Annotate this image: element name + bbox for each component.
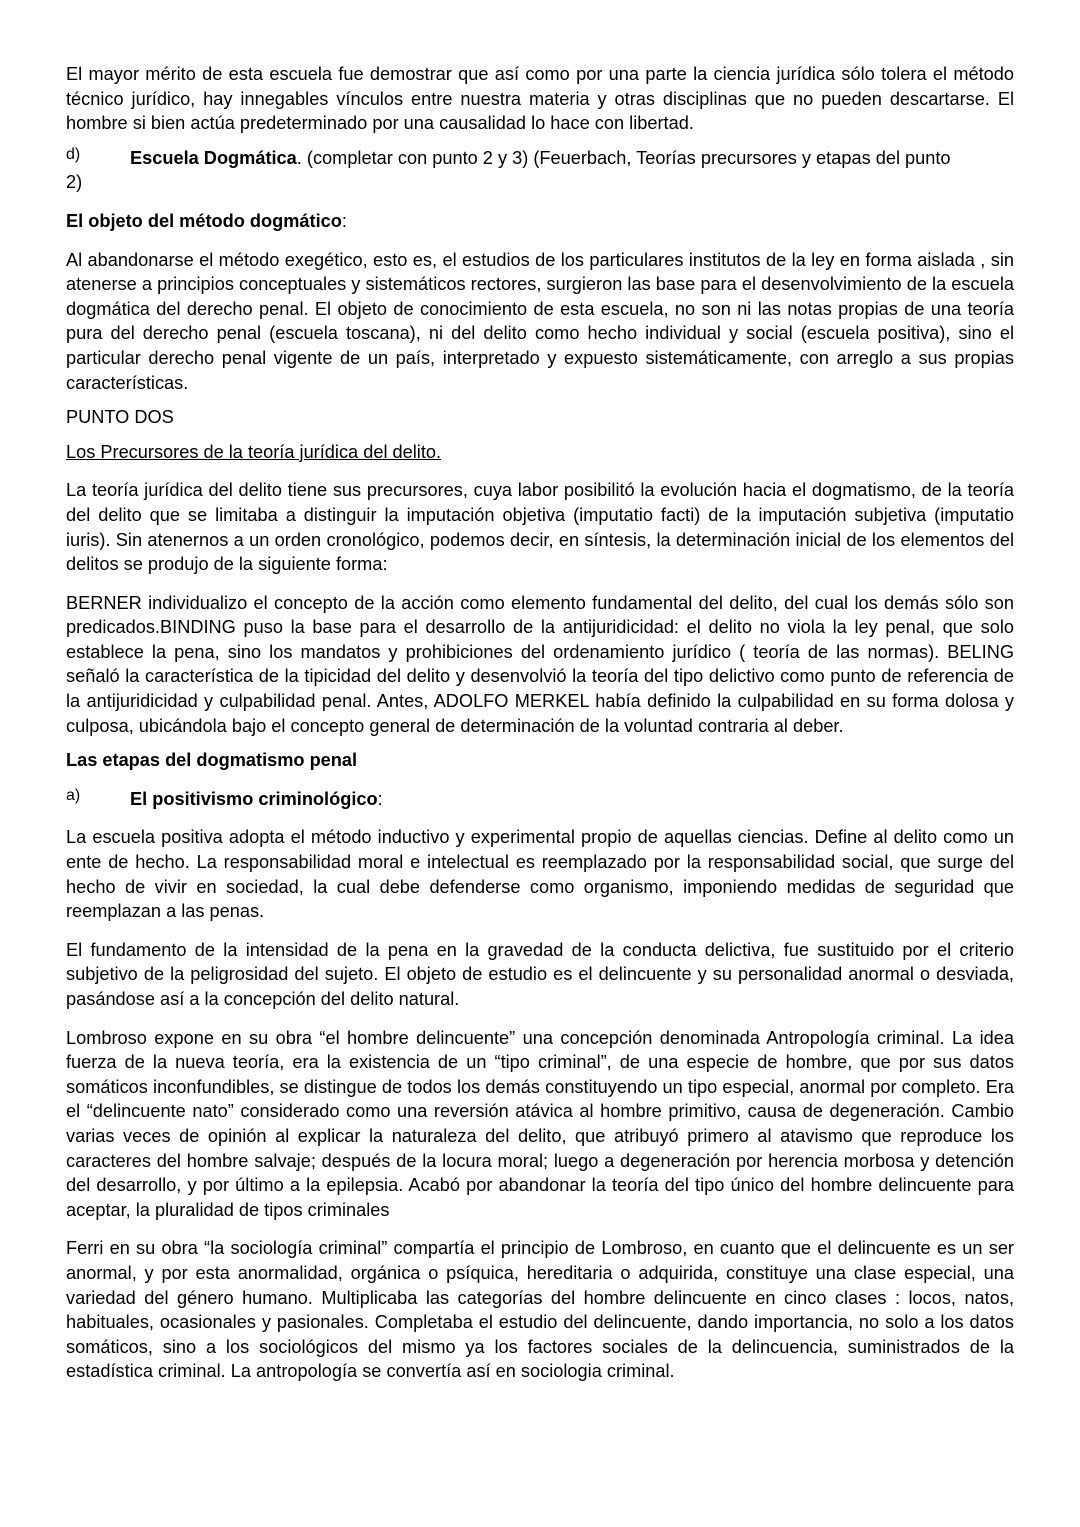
- list-item-a: [66, 787, 1014, 812]
- etapas-paragraph-4: Ferri en su obra “la sociología criminal” compartía el principio de Lombroso, en cuanto que el delincuente es un ser anormal, y por esta anormalidad, orgánica o psíquica, hereditaria o adquirida, constituye una clase especial, una variedad del género humano. Multiplicaba las categorías del hombre delincuente en cinco clases : locos, natos, habituales, ocasionales y pasionales. Completaba el estudio del delincuente, dando importancia, no solo a los datos somáticos, sino a los sociológicos del mismo ya los factores sociales de la delincuencia, suministrados de la estadística criminal. La antropología se convertía así en sociologia criminal.: [66, 1238, 1014, 1382]
- objeto-heading-text: El objeto del método dogmático: [66, 210, 342, 231]
- positivismo-colon: :: [377, 788, 383, 809]
- etapas-heading: Las etapas del dogmatismo penal: [66, 750, 358, 771]
- escuela-dogmatica-title: Escuela Dogmática: [130, 147, 297, 168]
- objeto-heading: [66, 209, 1014, 234]
- etapas-paragraph-2: El fundamento de la intensidad de la pena en la gravedad de la conducta delictiva, fue sustituido por el criterio subjetivo de la peligrosidad del sujeto. El objeto de estudio es el delincuente y su personalidad anormal o desviada, pasándose así a la concepción del delito natural.: [66, 939, 1014, 1009]
- precursores-paragraph-2: BERNER individualizo el concepto de la acción como elemento fundamental del delito, del cual los demás sólo son predicados.BINDING puso la base para el desarrollo de la antijuridicidad: el delito no viola la ley penal, que solo establece la pena, sino los mandatos y prohibiciones del ordenamiento jurídico ( teoría de las normas). BELING señaló la característica de la tipicidad del delito y desenvolvió la teoría del tipo delictivo como punto de referencia de la antijuridicidad y culpabilidad penal. Antes, ADOLFO MERKEL había definido la culpabilidad en su forma dolosa y culposa, ubicándola bajo el concepto general de determinación de la voluntad contraria al deber.: [66, 592, 1014, 736]
- objeto-heading-colon: :: [341, 210, 347, 231]
- objeto-paragraph: Al abandonarse el método exegético, esto es, el estudios de los particulares institutos de la ley en forma aislada , sin atenerse a principios conceptuales y sistemáticos rectores, surgieron las base para el desenvolvimiento de la escuela dogmática del derecho penal. El objeto de conocimiento de esta escuela, no son ni las notas propias de una teoría pura del derecho penal (escuela toscana), ni del delito como hecho individual y social (escuela positiva), sino el particular derecho penal vigente de un país, interpretado y expuesto sistemáticamente, con arreglo a sus propias características.: [66, 249, 1014, 393]
- intro-paragraph: El mayor mérito de esta escuela fue demostrar que así como por una parte la ciencia jurídica sólo tolera el método técnico jurídico, hay innegables vínculos entre nuestra materia y otras disciplinas que no pueden descartarse. El hombre si bien actúa predeterminado por una causalidad lo hace con libertad.: [66, 64, 1014, 134]
- punto-dos-heading: PUNTO DOS: [66, 407, 174, 428]
- list-item-a-text: [130, 787, 1014, 812]
- list-marker-a: a): [66, 786, 81, 804]
- escuela-dogmatica-note: . (completar con punto 2 y 3) (Feuerbach, Teorías precursores y etapas del punto: [296, 147, 951, 168]
- list-item-d-wrap: 2): [66, 172, 83, 193]
- etapas-paragraph-3: Lombroso expone en su obra “el hombre delincuente” una concepción denominada Antropología criminal. La idea fuerza de la nueva teoría, era la existencia de un “tipo criminal”, de una especie de hombre, que por sus datos somáticos inconfundibles, se distingue de todos los demás constituyendo un tipo especial, anormal por completo. Era el “delincuente nato” considerado como una reversión atávica al hombre primitivo, causa de degeneración. Cambio varias veces de opinión al explicar la naturaleza del delito, que atribuyó primero al atavismo que reproduce los caracteres del hombre salvaje; después de la locura moral; luego a degeneración por herencia morbosa y detención del desarrollo, y por último a la epilepsia. Acabó por abandonar la teoría del tipo único del hombre delincuente para aceptar, la pluralidad de tipos criminales: [66, 1027, 1014, 1220]
- list-item-d: [66, 146, 1014, 171]
- precursores-heading: Los Precursores de la teoría jurídica del delito.: [66, 441, 442, 462]
- list-marker-d: d): [66, 145, 81, 163]
- precursores-paragraph-1: La teoría jurídica del delito tiene sus precursores, cuya labor posibilitó la evolución hacia el dogmatismo, de la teoría del delito que se limitaba a distinguir la imputación objetiva (imputatio facti) de la imputación subjetiva (imputatio iuris). Sin atenernos a un orden cronológico, podemos decir, en síntesis, la determinación inicial de los elementos del delitos se produjo de la siguiente forma:: [66, 480, 1014, 575]
- etapas-paragraph-1: La escuela positiva adopta el método inductivo y experimental propio de aquellas ciencias. Define al delito como un ente de hecho. La responsabilidad moral e intelectual es reemplazado por la responsabilidad social, que surge del hecho de vivir en sociedad, la cual debe defenderse como organismo, imponiendo medidas de seguridad que reemplazan a las penas.: [66, 827, 1014, 922]
- list-item-d-text: [130, 146, 1014, 171]
- positivismo-title: El positivismo criminológico: [130, 788, 378, 809]
